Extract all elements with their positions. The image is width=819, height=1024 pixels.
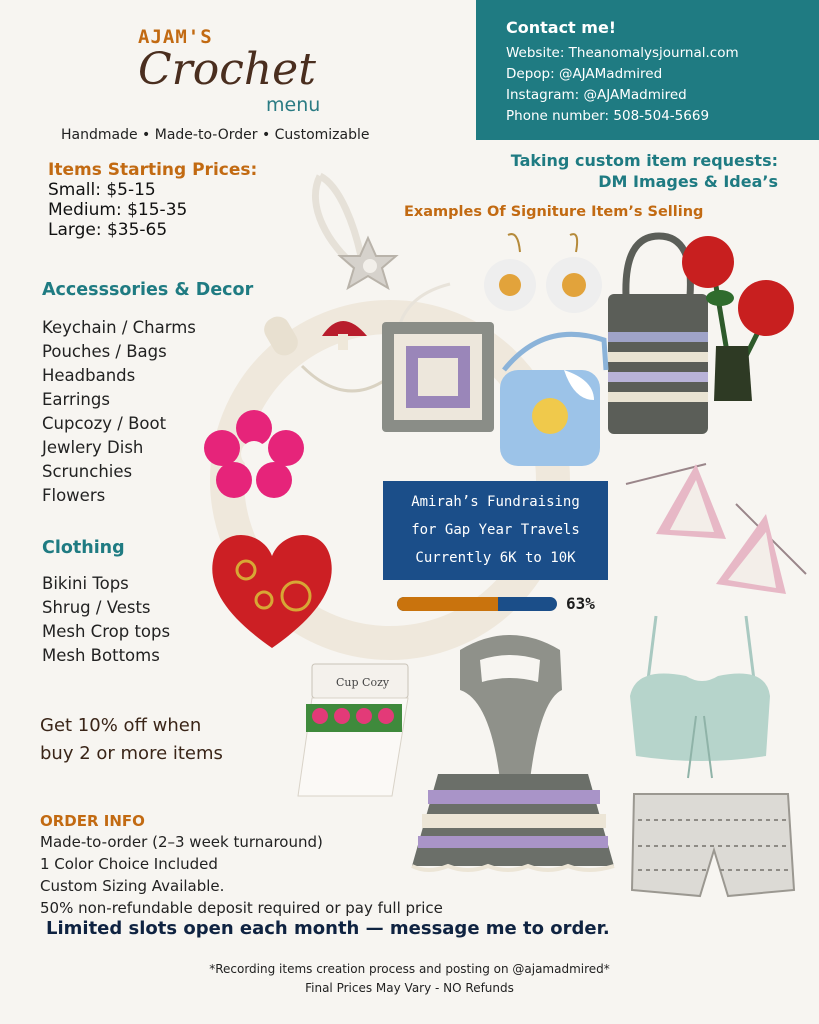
discount-note — [40, 712, 223, 768]
fundraiser-box — [383, 481, 608, 580]
fundraiser-line2: for Gap Year Travels — [411, 522, 580, 538]
custom-requests-line2: DM Images & Idea’s — [598, 172, 778, 191]
price-large: Large: $35-65 — [48, 220, 168, 240]
brand-owner: AJAM'S — [138, 26, 213, 48]
list-item: Scrunchies — [42, 462, 133, 481]
contact-phone[interactable]: Phone number: 508-504-5669 — [506, 108, 710, 124]
granny-pouch-image — [380, 284, 500, 434]
list-item: Cupcozy / Boot — [42, 414, 167, 433]
fundraiser-line3: Currently 6K to 10K — [415, 550, 576, 566]
list-item: Jewlery Dish — [42, 438, 144, 457]
brand-title: Crochet — [138, 44, 316, 95]
pink-flower-scrunchie-image — [206, 410, 302, 496]
contact-depop[interactable]: Depop: @AJAMadmired — [506, 66, 663, 82]
prices-title: Items Starting Prices: — [48, 160, 258, 180]
discount-line2: buy 2 or more items — [40, 743, 223, 764]
list-item: Flowers — [42, 486, 106, 505]
blue-pouch-image — [494, 330, 610, 470]
examples-title: Examples Of Signiture Item’s Selling — [404, 204, 704, 220]
cup-cozy-label: Cup Cozy — [336, 676, 390, 689]
contact-website[interactable]: Website: Theanomalysjournal.com — [506, 45, 739, 61]
contact-panel — [476, 0, 819, 140]
price-medium: Medium: $15-35 — [48, 200, 188, 220]
list-item: Keychain / Charms — [42, 318, 196, 337]
list-item: Mesh Crop tops — [42, 622, 171, 641]
list-item: Pouches / Bags — [42, 342, 167, 361]
list-item: Bikini Tops — [42, 574, 129, 593]
progress-fill — [397, 597, 498, 611]
bikini-top-image — [616, 444, 812, 604]
tagline: Handmade • Made-to-Order • Customizable — [61, 127, 370, 143]
list-item: Mesh Bottoms — [42, 646, 160, 665]
order-info-list — [40, 831, 443, 919]
progress-label: 63% — [566, 594, 595, 613]
contact-instagram[interactable]: Instagram: @AJAMadmired — [506, 87, 687, 103]
list-item: Custom Sizing Available. — [40, 877, 225, 895]
mesh-shorts-image — [628, 790, 798, 902]
accessories-title: Accesssories & Decor — [42, 280, 254, 300]
rose-bouquet-image — [676, 236, 802, 406]
custom-requests — [511, 150, 778, 192]
list-item: Shrug / Vests — [42, 598, 151, 617]
footnote-recording: *Recording items creation process and posting on @ajamadmired* — [209, 962, 610, 976]
limited-slots-note: Limited slots open each month — message me to order. — [46, 918, 610, 939]
clothing-title: Clothing — [42, 538, 125, 558]
order-info-title: ORDER INFO — [40, 812, 145, 830]
contact-title: Contact me! — [506, 18, 617, 37]
list-item: Earrings — [42, 390, 110, 409]
list-item: Headbands — [42, 366, 136, 385]
list-item: Made-to-order (2–3 week turnaround) — [40, 833, 323, 851]
cup-cozy-image — [282, 660, 412, 800]
price-small: Small: $5-15 — [48, 180, 156, 200]
accessories-list — [42, 316, 196, 508]
fundraiser-progress-bar — [397, 597, 557, 611]
brand-subtitle: menu — [266, 94, 321, 116]
footnote-prices: Final Prices May Vary - NO Refunds — [305, 981, 514, 995]
heart-jewelry-dish-image — [206, 526, 338, 652]
mesh-shrug-image — [440, 630, 580, 780]
list-item: 1 Color Choice Included — [40, 855, 218, 873]
fundraiser-line1: Amirah’s Fundraising — [411, 494, 580, 510]
custom-requests-line1: Taking custom item requests: — [510, 151, 778, 170]
clothing-list — [42, 572, 170, 668]
discount-line1: Get 10% off when — [40, 715, 202, 736]
list-item: 50% non-refundable deposit required or pay full price — [40, 899, 443, 917]
mesh-crop-top-image — [626, 606, 776, 786]
